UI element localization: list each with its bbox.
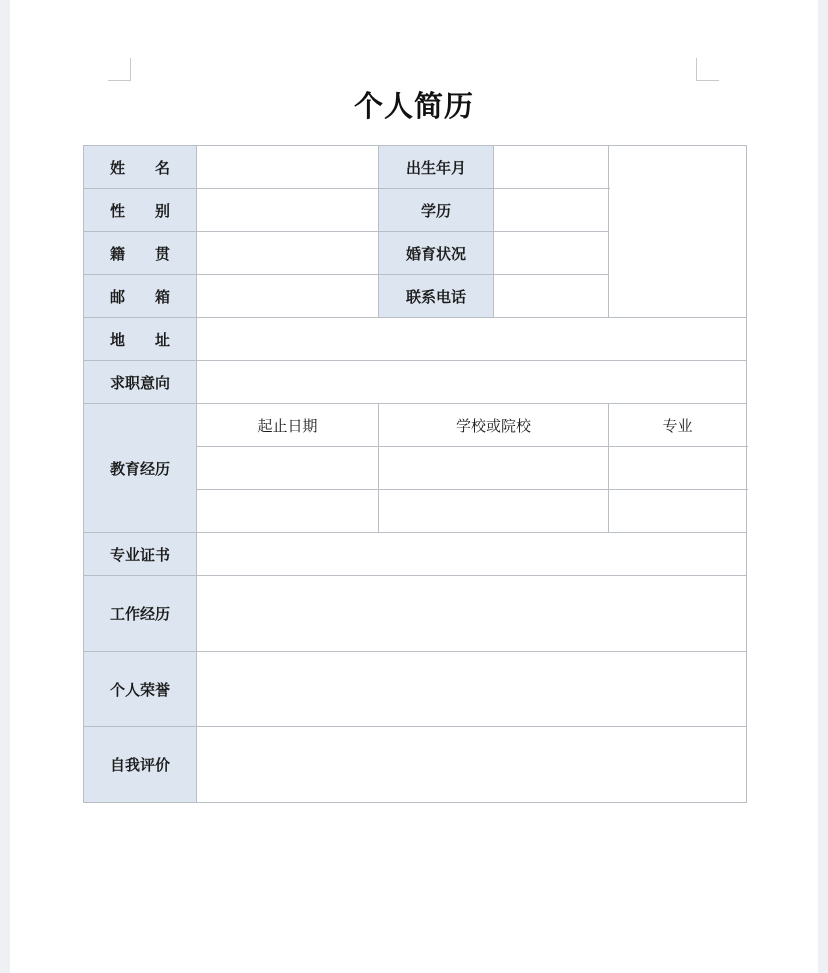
edu-row-1-school[interactable] — [379, 447, 609, 490]
label-self-eval: 自我评价 — [84, 727, 197, 803]
label-name: 姓名 — [84, 146, 197, 189]
resume-table-body — [83, 145, 747, 803]
label-native-place: 籍贯 — [84, 232, 197, 275]
edu-row-1-date[interactable] — [197, 447, 379, 490]
field-honors[interactable] — [197, 652, 747, 727]
field-gender[interactable] — [197, 189, 379, 232]
label-phone: 联系电话 — [379, 275, 494, 318]
document-title: 个人简历 — [353, 89, 474, 123]
field-name[interactable] — [197, 146, 379, 189]
edu-header-school: 学校或院校 — [379, 404, 609, 447]
label-marital: 婚育状况 — [379, 232, 494, 275]
label-birth: 出生年月 — [379, 146, 494, 189]
field-job-intention[interactable] — [197, 361, 747, 404]
label-certificates: 专业证书 — [84, 533, 197, 576]
field-education-level[interactable] — [494, 189, 609, 232]
field-marital[interactable] — [494, 232, 609, 275]
edu-row-2-major[interactable] — [609, 490, 747, 533]
label-gender: 性别 — [84, 189, 197, 232]
edu-header-major: 专业 — [609, 404, 747, 447]
edu-row-2-school[interactable] — [379, 490, 609, 533]
field-certificates[interactable] — [197, 533, 747, 576]
field-email[interactable] — [197, 275, 379, 318]
edu-row-2-date[interactable] — [197, 490, 379, 533]
edu-header-date: 起止日期 — [197, 404, 379, 447]
label-email: 邮箱 — [84, 275, 197, 318]
label-honors: 个人荣誉 — [84, 652, 197, 727]
margin-corner-top-right — [696, 58, 719, 81]
label-job-intention: 求职意向 — [84, 361, 197, 404]
label-address: 地址 — [84, 318, 197, 361]
field-birth[interactable] — [494, 146, 609, 189]
margin-corner-top-left — [108, 58, 131, 81]
field-self-eval[interactable] — [197, 727, 747, 803]
edu-row-1-major[interactable] — [609, 447, 747, 490]
field-phone[interactable] — [494, 275, 609, 318]
field-native-place[interactable] — [197, 232, 379, 275]
label-education: 教育经历 — [84, 404, 197, 533]
label-work: 工作经历 — [84, 576, 197, 652]
photo-box[interactable] — [609, 146, 747, 318]
label-education-level: 学历 — [379, 189, 494, 232]
field-address[interactable] — [197, 318, 747, 361]
field-work[interactable] — [197, 576, 747, 652]
